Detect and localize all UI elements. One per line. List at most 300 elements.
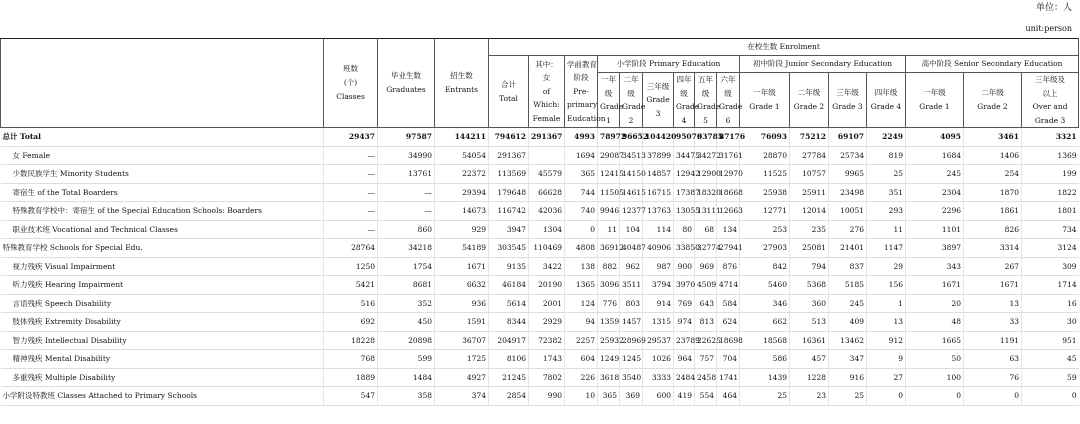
table-cell: 3947 — [489, 220, 529, 239]
table-cell: 1694 — [565, 146, 598, 165]
table-cell: 343 — [906, 257, 964, 276]
table-cell: 80 — [674, 220, 695, 239]
table-cell: 1684 — [906, 146, 964, 165]
table-cell: 267 — [964, 257, 1022, 276]
table-cell: 124 — [565, 294, 598, 313]
table-cell: 33 — [964, 313, 1022, 332]
table-cell: 17387 — [674, 183, 695, 202]
table-cell: 3461 — [964, 128, 1022, 147]
table-cell: 23789 — [674, 331, 695, 350]
table-cell: 1 — [867, 294, 906, 313]
table-cell: 29437 — [324, 128, 378, 147]
table-cell: 14150 — [620, 165, 643, 184]
table-cell: 974 — [674, 313, 695, 332]
table-cell: 4927 — [435, 368, 489, 387]
table-cell: 1725 — [435, 350, 489, 369]
table-cell: 37899 — [643, 146, 674, 165]
table-row — [1, 350, 1079, 369]
table-cell: 245 — [906, 165, 964, 184]
table-cell: 12900 — [695, 165, 717, 184]
table-cell: 235 — [790, 220, 829, 239]
table-cell: 3333 — [643, 368, 674, 387]
table-cell: 1304 — [529, 220, 565, 239]
table-cell: 365 — [598, 387, 620, 406]
classes-header: 班数 (个) Classes — [324, 39, 378, 128]
table-cell: 22372 — [435, 165, 489, 184]
table-cell: 16 — [1022, 294, 1079, 313]
table-cell: 245 — [829, 294, 867, 313]
table-row — [1, 202, 1079, 221]
table-cell: 643 — [695, 294, 717, 313]
table-cell: — — [324, 202, 378, 221]
row-label: 寄宿生 of the Total Boarders — [1, 183, 324, 202]
table-cell: 95076 — [674, 128, 695, 147]
primary-grade-4-header: 四年 级 Grade 4 — [674, 73, 695, 128]
table-cell: 25911 — [790, 183, 829, 202]
table-cell: 464 — [717, 387, 740, 406]
enrolment-header: 在校生数 Enrolment — [489, 39, 1079, 56]
table-cell: 25081 — [790, 239, 829, 258]
table-cell: 2296 — [906, 202, 964, 221]
table-cell: — — [378, 183, 435, 202]
table-cell: 1406 — [964, 146, 1022, 165]
table-cell: 54189 — [435, 239, 489, 258]
table-cell: 78972 — [598, 128, 620, 147]
table-cell: 5460 — [740, 276, 790, 295]
table-cell: 40906 — [643, 239, 674, 258]
senior-header: 高中阶段 Senior Secondary Education — [906, 56, 1079, 73]
table-cell: 13055 — [674, 202, 695, 221]
table-cell: 20190 — [529, 276, 565, 295]
table-cell: 18228 — [324, 331, 378, 350]
junior-grade-4-header: 四年级 Grade 4 — [867, 73, 906, 128]
table-cell: 10757 — [790, 165, 829, 184]
table-cell: 5421 — [324, 276, 378, 295]
table-cell: 25932 — [598, 331, 620, 350]
table-cell: 87176 — [717, 128, 740, 147]
row-label: 听力残疾 Hearing Impairment — [1, 276, 324, 295]
table-cell: 1315 — [643, 313, 674, 332]
unit-label-zh: 单位：人 — [1035, 3, 1072, 13]
table-cell: 23 — [790, 387, 829, 406]
table-cell: 554 — [695, 387, 717, 406]
table-cell: 36912 — [598, 239, 620, 258]
table-cell: 11 — [598, 220, 620, 239]
table-cell: 253 — [740, 220, 790, 239]
table-cell: 45579 — [529, 165, 565, 184]
table-cell: 31761 — [717, 146, 740, 165]
table-cell: 14857 — [643, 165, 674, 184]
table-cell: 2304 — [906, 183, 964, 202]
table-cell: 794612 — [489, 128, 529, 147]
table-cell: 13462 — [829, 331, 867, 350]
table-cell: 199 — [1022, 165, 1079, 184]
table-row — [1, 257, 1079, 276]
table-cell: 1714 — [1022, 276, 1079, 295]
table-cell: 1665 — [906, 331, 964, 350]
table-cell: 882 — [598, 257, 620, 276]
table-cell: — — [324, 165, 378, 184]
table-cell: 1591 — [435, 313, 489, 332]
primary-grade-5-header: 五年 级 Grade 5 — [695, 73, 717, 128]
row-label: 言语残疾 Speech Disability — [1, 294, 324, 313]
table-cell: 21401 — [829, 239, 867, 258]
table-cell: 1245 — [620, 350, 643, 369]
table-cell: 3422 — [529, 257, 565, 276]
table-cell: 27941 — [717, 239, 740, 258]
table-cell: — — [324, 146, 378, 165]
table-cell: 1889 — [324, 368, 378, 387]
table-row — [1, 276, 1079, 295]
table-cell: 100 — [906, 368, 964, 387]
table-cell: 25 — [867, 165, 906, 184]
row-label: 精神残疾 Mental Disability — [1, 350, 324, 369]
table-cell: 18698 — [717, 331, 740, 350]
table-cell: 21245 — [489, 368, 529, 387]
table-cell: 547 — [324, 387, 378, 406]
table-cell: 929 — [435, 220, 489, 239]
table-cell: 912 — [867, 331, 906, 350]
table-cell: 7802 — [529, 368, 565, 387]
table-cell: 457 — [790, 350, 829, 369]
table-cell: 291367 — [489, 146, 529, 165]
table-cell: 769 — [674, 294, 695, 313]
row-label: 特殊教育学校 Schools for Special Edu. — [1, 239, 324, 258]
table-cell: 4993 — [565, 128, 598, 147]
table-cell: 8681 — [378, 276, 435, 295]
table-cell: 116742 — [489, 202, 529, 221]
table-cell: 803 — [620, 294, 643, 313]
table-cell: 3897 — [906, 239, 964, 258]
table-row — [1, 239, 1079, 258]
table-cell: 42036 — [529, 202, 565, 221]
table-cell: 18568 — [740, 331, 790, 350]
table-cell: 1228 — [790, 368, 829, 387]
table-cell: 1822 — [1022, 183, 1079, 202]
row-label-header — [1, 39, 324, 128]
table-cell: 9135 — [489, 257, 529, 276]
table-cell: 10051 — [829, 202, 867, 221]
table-cell: 94 — [565, 313, 598, 332]
table-row — [1, 220, 1079, 239]
graduates-header: 毕业生数 Graduates — [378, 39, 435, 128]
table-cell: 22625 — [695, 331, 717, 350]
table-cell: 3618 — [598, 368, 620, 387]
table-cell: 757 — [695, 350, 717, 369]
table-cell: 11 — [867, 220, 906, 239]
table-cell: 692 — [324, 313, 378, 332]
table-cell: — — [324, 220, 378, 239]
table-cell: 63 — [964, 350, 1022, 369]
table-cell: 842 — [740, 257, 790, 276]
table-cell: 33850 — [674, 239, 695, 258]
table-cell: 32774 — [695, 239, 717, 258]
table-cell: 29394 — [435, 183, 489, 202]
table-cell: 419 — [674, 387, 695, 406]
table-cell: 291367 — [529, 128, 565, 147]
table-cell: 599 — [378, 350, 435, 369]
table-cell: 276 — [829, 220, 867, 239]
primary-grade-3-header: 三年级 Grade 3 — [643, 73, 674, 128]
table-cell: 2929 — [529, 313, 565, 332]
table-cell: 819 — [867, 146, 906, 165]
table-cell: 2458 — [695, 368, 717, 387]
table-cell: 36707 — [435, 331, 489, 350]
table-cell: 10 — [565, 387, 598, 406]
table-cell: 624 — [717, 313, 740, 332]
table-cell: 1101 — [906, 220, 964, 239]
table-cell: 4808 — [565, 239, 598, 258]
preprimary-header: 学前教育 阶段 Pre- primary Eudcation — [565, 56, 598, 128]
table-cell: 13 — [867, 313, 906, 332]
table-cell: 1026 — [643, 350, 674, 369]
total-header: 合计 Total — [489, 56, 529, 128]
table-cell: 2257 — [565, 331, 598, 350]
row-label: 职业技术班 Vocational and Technical Classes — [1, 220, 324, 239]
row-label: 多重残疾 Multiple Disability — [1, 368, 324, 387]
table-cell: 76093 — [740, 128, 790, 147]
table-cell: 776 — [598, 294, 620, 313]
table-cell: 1365 — [565, 276, 598, 295]
table-cell: 3321 — [1022, 128, 1079, 147]
table-cell: 600 — [643, 387, 674, 406]
table-cell: 110469 — [529, 239, 565, 258]
table-cell: 40487 — [620, 239, 643, 258]
primary-grade-6-header: 六年 级 Grade 6 — [717, 73, 740, 128]
table-cell: — — [378, 202, 435, 221]
table-cell: 29087 — [598, 146, 620, 165]
table-cell: — — [324, 183, 378, 202]
table-cell: 3540 — [620, 368, 643, 387]
table-cell: 12014 — [790, 202, 829, 221]
table-cell: 352 — [378, 294, 435, 313]
table-cell: 513 — [790, 313, 829, 332]
table-cell: 990 — [529, 387, 565, 406]
row-label: 少数民族学生 Minority Students — [1, 165, 324, 184]
table-cell: 1369 — [1022, 146, 1079, 165]
table-cell: 813 — [695, 313, 717, 332]
senior-grade-1-header: 一年级 Grade 1 — [906, 73, 964, 128]
table-cell: 662 — [740, 313, 790, 332]
table-cell: 13111 — [695, 202, 717, 221]
table-cell: 3511 — [620, 276, 643, 295]
table-cell: 104 — [620, 220, 643, 239]
table-cell: 12970 — [717, 165, 740, 184]
table-cell: 987 — [643, 257, 674, 276]
table-cell: 13763 — [643, 202, 674, 221]
table-cell: 4509 — [695, 276, 717, 295]
table-cell: 351 — [867, 183, 906, 202]
table-cell: 5185 — [829, 276, 867, 295]
table-cell: 347 — [829, 350, 867, 369]
table-cell: 14615 — [620, 183, 643, 202]
table-cell: 5614 — [489, 294, 529, 313]
table-cell: 5368 — [790, 276, 829, 295]
table-cell: 27903 — [740, 239, 790, 258]
row-label: 特殊教育学校中：寄宿生 of the Special Education Schools: Boarders — [1, 202, 324, 221]
table-cell: 76 — [964, 368, 1022, 387]
row-label: 小学附设特教班 Classes Attached to Primary Schools — [1, 387, 324, 406]
table-cell: 96652 — [620, 128, 643, 147]
table-cell: 369 — [620, 387, 643, 406]
table-cell: 916 — [829, 368, 867, 387]
table-cell: 9965 — [829, 165, 867, 184]
row-label: 女 Female — [1, 146, 324, 165]
table-cell: 28764 — [324, 239, 378, 258]
female-header: 其中： 女 of Which: Female — [529, 56, 565, 128]
table-cell: 48 — [906, 313, 964, 332]
table-cell: 794 — [790, 257, 829, 276]
table-row — [1, 331, 1079, 350]
table-cell: 12377 — [620, 202, 643, 221]
table-cell: 1359 — [598, 313, 620, 332]
table-cell: 75212 — [790, 128, 829, 147]
junior-grade-1-header: 一年级 Grade 1 — [740, 73, 790, 128]
table-cell: 1743 — [529, 350, 565, 369]
table-row — [1, 387, 1079, 406]
primary-grade-2-header: 二年 级 Grade 2 — [620, 73, 643, 128]
table-cell: 16715 — [643, 183, 674, 202]
table-cell: 8344 — [489, 313, 529, 332]
senior-grade-3-header: 三年级及 以上 Over and Grade 3 — [1022, 73, 1079, 128]
table-cell: 2484 — [674, 368, 695, 387]
table-cell: 1191 — [964, 331, 1022, 350]
table-cell: 734 — [1022, 220, 1079, 239]
table-cell: 97587 — [378, 128, 435, 147]
unit-label-en: unit:person — [1025, 24, 1072, 33]
table-cell: 25 — [829, 387, 867, 406]
table-cell: 826 — [964, 220, 1022, 239]
table-row — [1, 368, 1079, 387]
table-cell: 18668 — [717, 183, 740, 202]
table-cell: 20898 — [378, 331, 435, 350]
table-cell: 409 — [829, 313, 867, 332]
table-cell: 837 — [829, 257, 867, 276]
table-cell: 2249 — [867, 128, 906, 147]
junior-header: 初中阶段 Junior Secondary Education — [740, 56, 906, 73]
table-cell: 1861 — [964, 202, 1022, 221]
table-cell: 3970 — [674, 276, 695, 295]
table-cell: 12663 — [717, 202, 740, 221]
table-cell: 951 — [1022, 331, 1079, 350]
table-cell: 876 — [717, 257, 740, 276]
table-row — [1, 313, 1079, 332]
table-row — [1, 165, 1079, 184]
table-cell: 204917 — [489, 331, 529, 350]
table-cell: 46184 — [489, 276, 529, 295]
table-cell: 25 — [740, 387, 790, 406]
table-body — [1, 128, 1079, 406]
table-cell: 360 — [790, 294, 829, 313]
table-cell: 59 — [1022, 368, 1079, 387]
table-cell: 962 — [620, 257, 643, 276]
table-cell: 0 — [1022, 387, 1079, 406]
table-cell: 45 — [1022, 350, 1079, 369]
row-label: 智力残疾 Intellectual Disability — [1, 331, 324, 350]
table-cell: 744 — [565, 183, 598, 202]
row-label: 视力残疾 Visual Impairment — [1, 257, 324, 276]
table-cell: 27784 — [790, 146, 829, 165]
table-cell: 4714 — [717, 276, 740, 295]
table-cell: 1250 — [324, 257, 378, 276]
table-cell: 0 — [906, 387, 964, 406]
table-cell: 23498 — [829, 183, 867, 202]
row-label: 总计 Total — [1, 128, 324, 147]
junior-grade-3-header: 三年级 Grade 3 — [829, 73, 867, 128]
table-cell: 138 — [565, 257, 598, 276]
table-cell: 2001 — [529, 294, 565, 313]
table-cell: 11505 — [598, 183, 620, 202]
table-cell: 13 — [964, 294, 1022, 313]
entrants-header: 招生数 Entrants — [435, 39, 489, 128]
table-cell: 1801 — [1022, 202, 1079, 221]
table-cell: 156 — [867, 276, 906, 295]
primary-grade-1-header: 一年 级 Grade 1 — [598, 73, 620, 128]
table-cell: 1249 — [598, 350, 620, 369]
table-cell: 144211 — [435, 128, 489, 147]
table-cell: 900 — [674, 257, 695, 276]
junior-grade-2-header: 二年级 Grade 2 — [790, 73, 829, 128]
table-cell: 9 — [867, 350, 906, 369]
table-cell: 12415 — [598, 165, 620, 184]
table-cell: 365 — [565, 165, 598, 184]
table-cell: 12771 — [740, 202, 790, 221]
table-cell: 1741 — [717, 368, 740, 387]
table-cell: 134 — [717, 220, 740, 239]
table-row — [1, 128, 1079, 147]
table-cell: 54054 — [435, 146, 489, 165]
table-cell: 586 — [740, 350, 790, 369]
table-cell: 450 — [378, 313, 435, 332]
table-cell: 28870 — [740, 146, 790, 165]
table-cell: 969 — [695, 257, 717, 276]
table-cell: 964 — [674, 350, 695, 369]
table-cell: 16361 — [790, 331, 829, 350]
table-cell: 104420 — [643, 128, 674, 147]
table-cell: 358 — [378, 387, 435, 406]
table-cell: 29537 — [643, 331, 674, 350]
table-cell: 1754 — [378, 257, 435, 276]
table-cell: 2854 — [489, 387, 529, 406]
table-cell: 740 — [565, 202, 598, 221]
table-cell: 936 — [435, 294, 489, 313]
table-cell: 1439 — [740, 368, 790, 387]
table-cell: 114 — [643, 220, 674, 239]
table-cell: 68 — [695, 220, 717, 239]
table-cell: 3794 — [643, 276, 674, 295]
primary-header: 小学阶段 Primary Education — [598, 56, 740, 73]
table-cell: 69107 — [829, 128, 867, 147]
table-cell: 254 — [964, 165, 1022, 184]
table-cell: 0 — [964, 387, 1022, 406]
table-cell: 72382 — [529, 331, 565, 350]
table-cell: 1147 — [867, 239, 906, 258]
table-cell: 50 — [906, 350, 964, 369]
table-cell: 30 — [1022, 313, 1079, 332]
table-cell: 346 — [740, 294, 790, 313]
table-cell: 34990 — [378, 146, 435, 165]
senior-grade-2-header: 二年级 Grade 2 — [964, 73, 1022, 128]
table-cell: 768 — [324, 350, 378, 369]
table-cell: 11525 — [740, 165, 790, 184]
table-cell: 34475 — [674, 146, 695, 165]
table-cell: 9946 — [598, 202, 620, 221]
table-cell: 516 — [324, 294, 378, 313]
table-cell: 1671 — [906, 276, 964, 295]
table-cell: 113569 — [489, 165, 529, 184]
table-cell — [529, 146, 565, 165]
table-cell: 1870 — [964, 183, 1022, 202]
